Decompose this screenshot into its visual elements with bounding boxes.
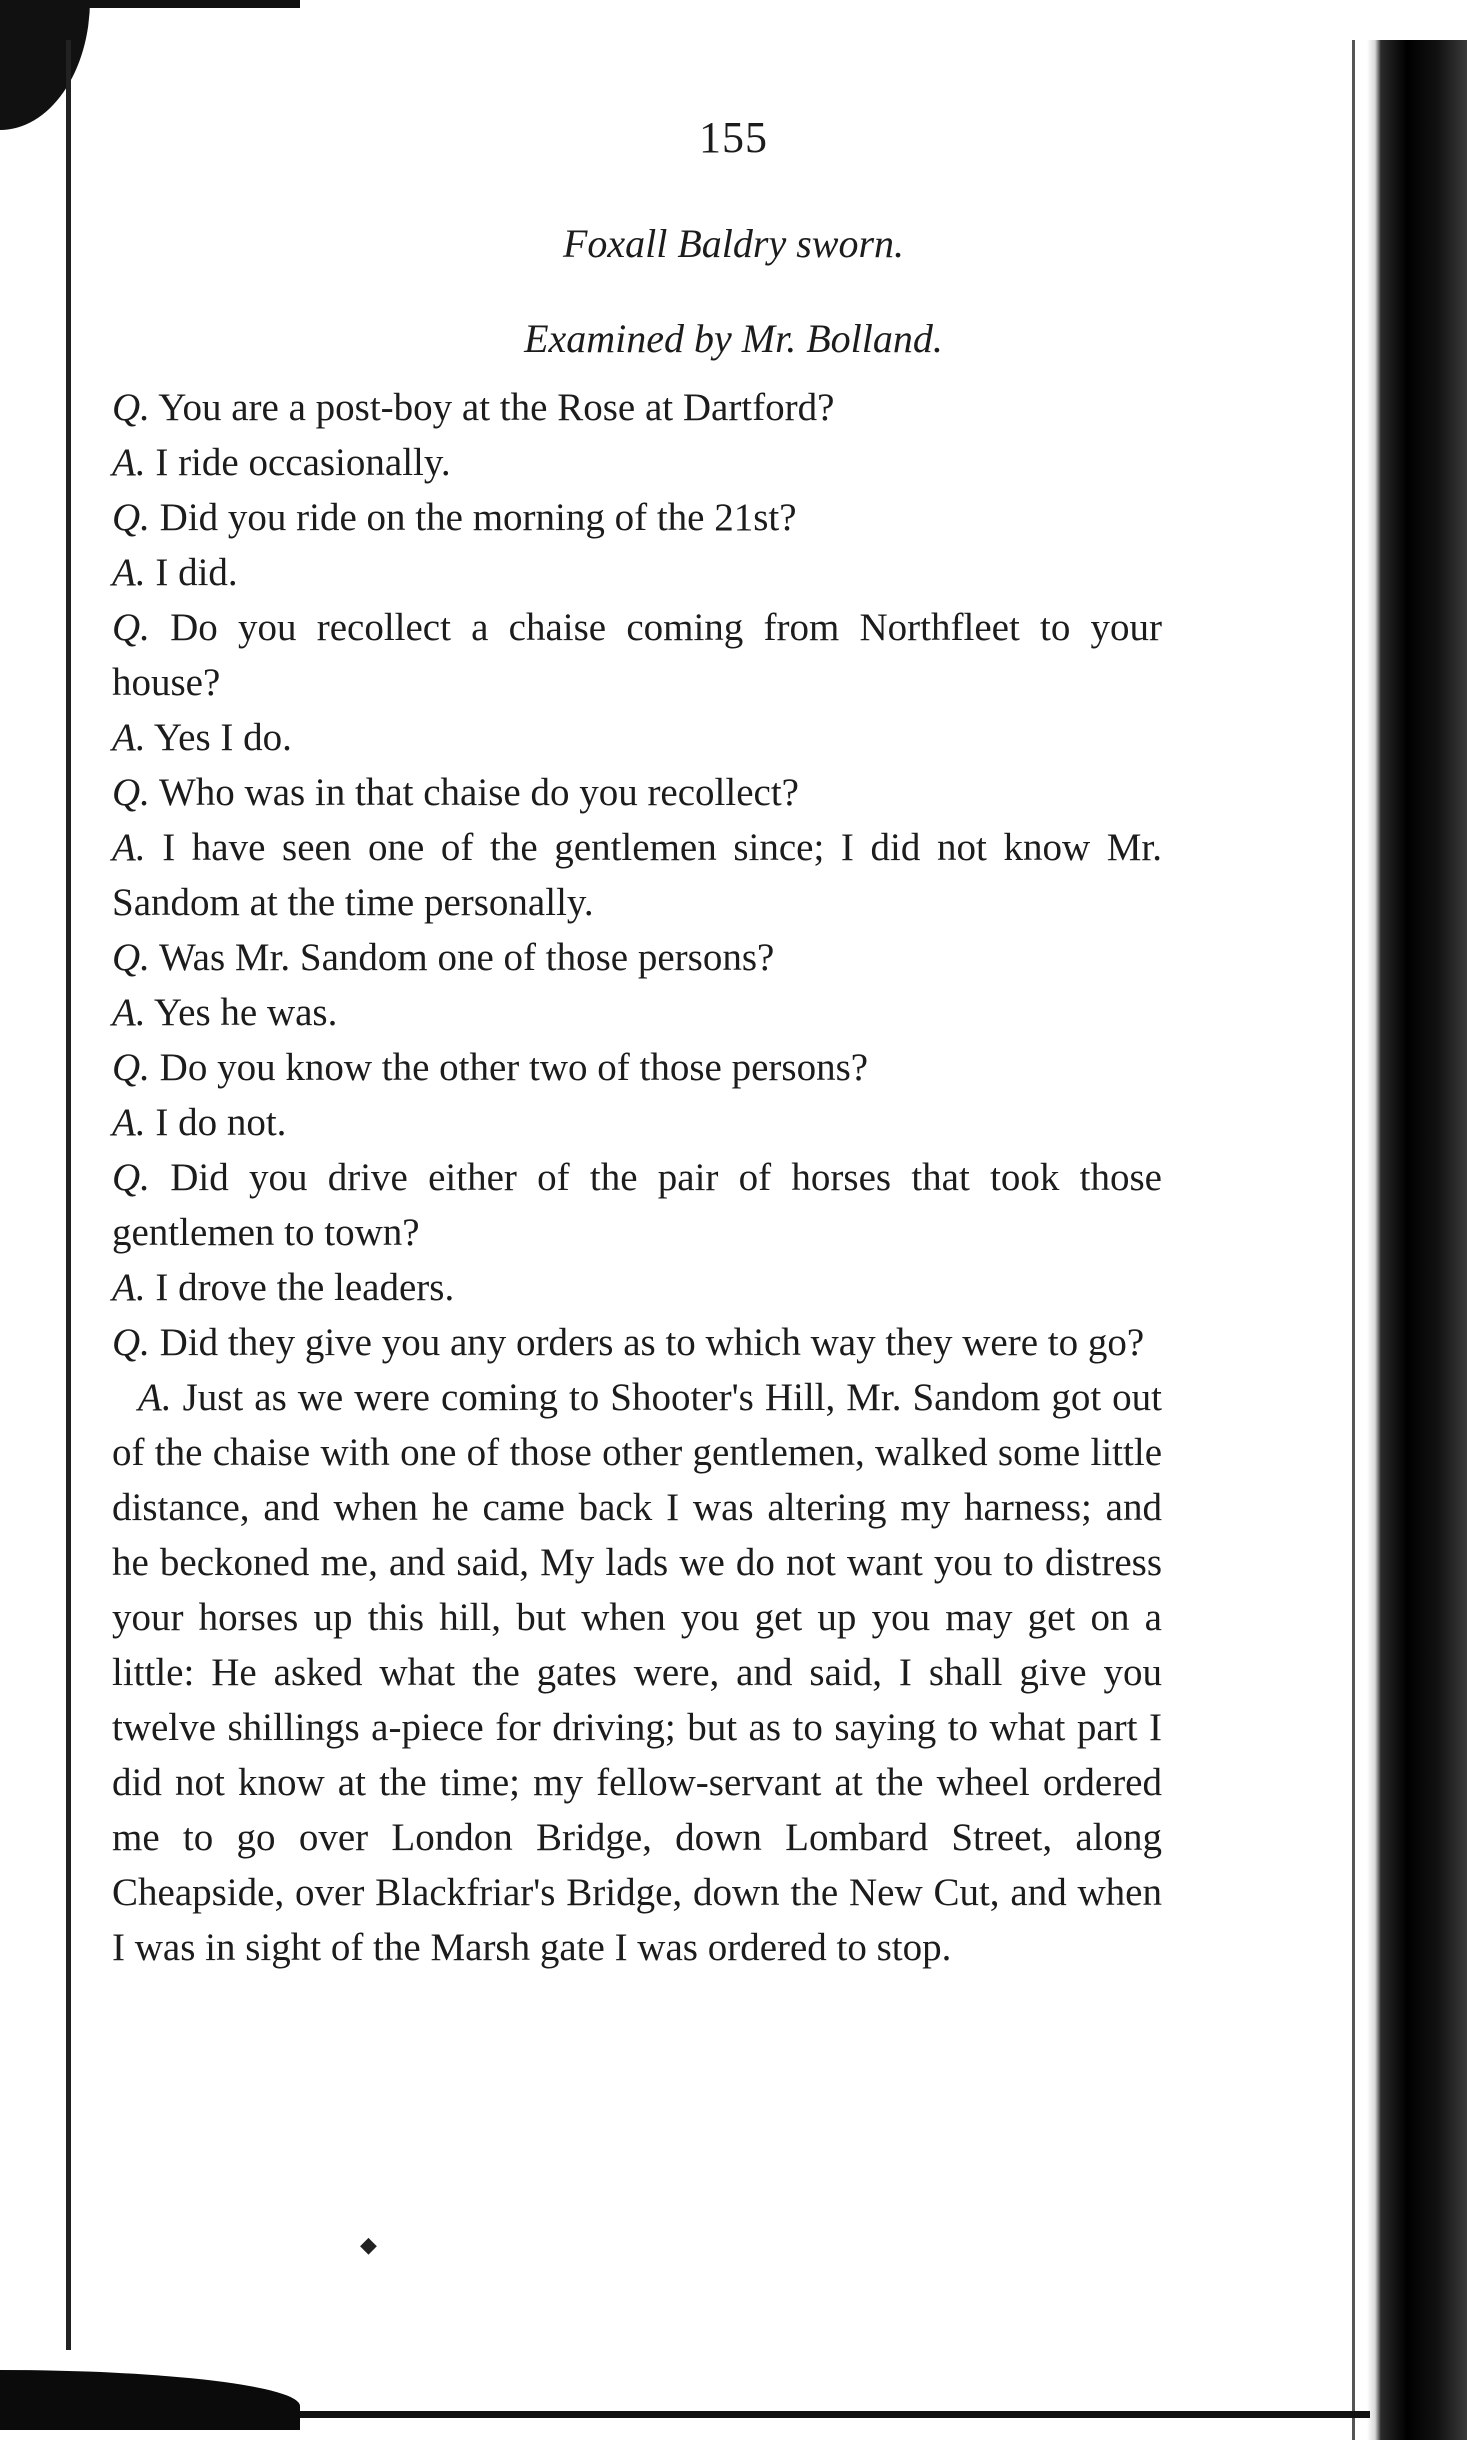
speaker-text: Did you ride on the morning of the 21st? <box>159 496 797 539</box>
testimony-paragraph <box>112 1040 1162 1095</box>
speaker-label: A. <box>112 826 146 869</box>
speaker-label: A. <box>112 1101 146 1144</box>
scan-edge-right <box>1367 40 1467 2440</box>
speaker-label: Q. <box>112 386 150 429</box>
speaker-label: A. <box>112 991 146 1034</box>
testimony-paragraph <box>112 490 1162 545</box>
testimony-paragraph <box>112 545 1162 600</box>
testimony-paragraph <box>112 1260 1162 1315</box>
scan-edge-right-line <box>1352 40 1355 2440</box>
speaker-label: A. <box>112 441 146 484</box>
testimony-paragraph <box>112 1095 1162 1150</box>
speaker-text: Yes he was. <box>153 991 338 1034</box>
witness-heading: Foxall Baldry sworn. <box>562 221 905 266</box>
testimony-paragraph <box>112 435 1162 490</box>
speaker-text: Do you recollect a chaise coming from Northfleet to your house? <box>112 606 1163 704</box>
testimony-body <box>112 380 1162 1975</box>
speaker-text: Just as we were coming to Shooter's Hill, Mr. Sandom got out of the chaise with one of those other gentlemen, walked some little distance, and when he came back I was altering my harness; and he beckoned me, and said, My lads we do not want you to distress your horses up this hill, but when you get up you may get on a little: He asked what the gates were, and said, I shall give you twelve shillings a-piece for driving; but as to saying to what part I did not know at the time; my fellow-servant at the wheel ordered me to go over London Bridge, down Lombard Street, along Cheapside, over Blackfriar's Bridge, down the New Cut, and when I was in sight of the Marsh gate I was ordered to stop. <box>112 1376 1162 1969</box>
testimony-paragraph <box>112 985 1162 1040</box>
scan-edge-bottom-line <box>300 2411 1370 2418</box>
speaker-text: I have seen one of the gentlemen since; I did not know Mr. Sandom at the time personally. <box>112 826 1162 924</box>
speaker-label: A. <box>138 1376 172 1419</box>
speaker-label: Q. <box>112 936 150 979</box>
page-number: 155 <box>699 113 768 162</box>
speaker-label: Q. <box>112 1156 150 1199</box>
speaker-label: Q. <box>112 1321 150 1364</box>
testimony-paragraph <box>112 765 1162 820</box>
speaker-text: You are a post-boy at the Rose at Dartford? <box>158 386 835 429</box>
speaker-text: Yes I do. <box>153 716 292 759</box>
testimony-paragraph <box>112 1370 1162 1975</box>
scan-edge-top <box>0 0 300 110</box>
speaker-text: I do not. <box>155 1101 287 1144</box>
speaker-label: A. <box>112 716 146 759</box>
speaker-text: I drove the leaders. <box>155 1266 455 1309</box>
speaker-text: Did they give you any orders as to which way they were to go? <box>159 1321 1145 1364</box>
speaker-label: Q. <box>112 1046 150 1089</box>
speaker-label: Q. <box>112 771 150 814</box>
examiner-heading: Examined by Mr. Bolland. <box>524 316 943 361</box>
testimony-paragraph <box>112 1315 1162 1370</box>
speaker-text: Did you drive either of the pair of horses that took those gentlemen to town? <box>112 1156 1162 1254</box>
speaker-text: Was Mr. Sandom one of those persons? <box>158 936 775 979</box>
printer-ornament: ◆ <box>360 2232 377 2257</box>
scan-edge-bottom-left <box>0 2370 300 2430</box>
testimony-paragraph <box>112 1150 1162 1260</box>
scan-edge-bottom <box>0 2362 1370 2440</box>
speaker-label: Q. <box>112 496 150 539</box>
scan-edge-left <box>66 40 71 2350</box>
speaker-text: Who was in that chaise do you recollect? <box>158 771 799 814</box>
testimony-paragraph <box>112 600 1162 710</box>
speaker-label: A. <box>112 1266 146 1309</box>
speaker-text: I ride occasionally. <box>155 441 451 484</box>
testimony-paragraph <box>112 710 1162 765</box>
speaker-label: Q. <box>112 606 150 649</box>
testimony-paragraph <box>112 930 1162 985</box>
testimony-paragraph <box>112 820 1162 930</box>
testimony-paragraph <box>112 380 1162 435</box>
speaker-label: A. <box>112 551 146 594</box>
speaker-text: I did. <box>155 551 238 594</box>
speaker-text: Do you know the other two of those persons? <box>159 1046 869 1089</box>
